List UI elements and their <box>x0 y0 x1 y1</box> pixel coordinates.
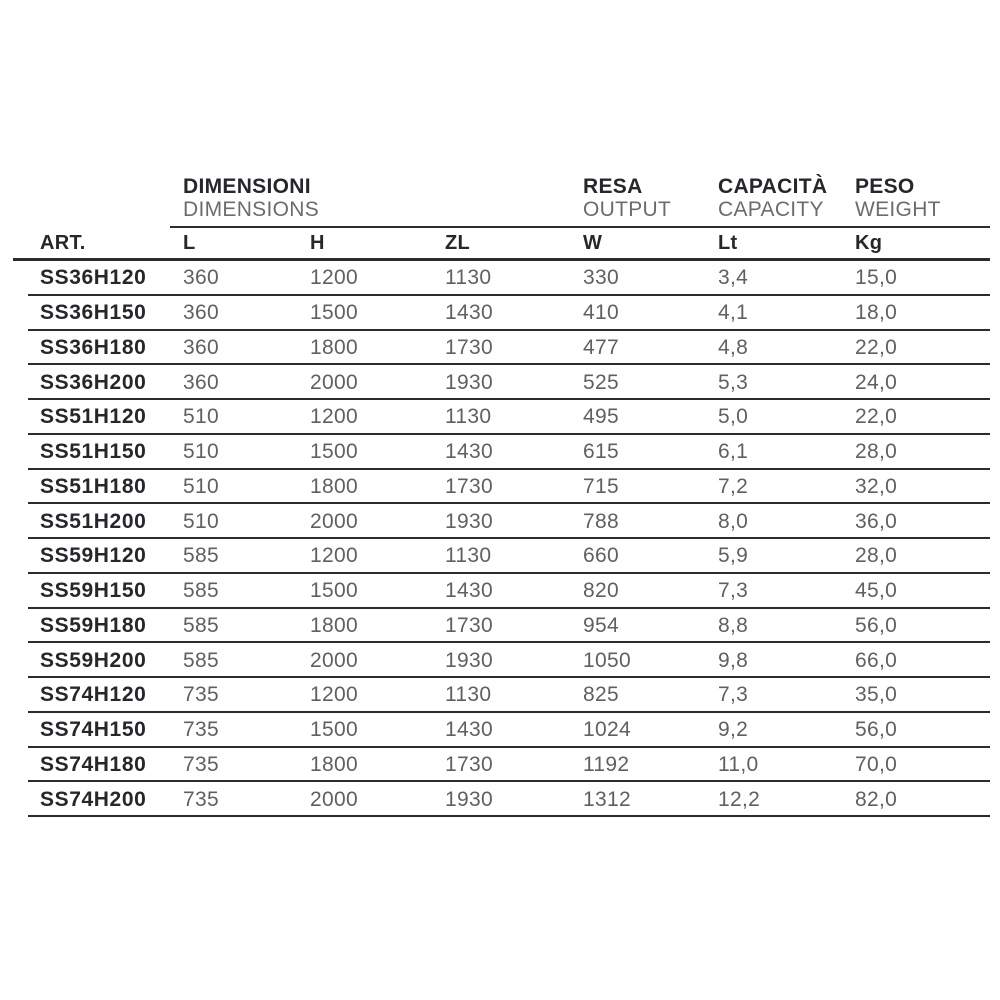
value-l: 510 <box>183 440 219 464</box>
value-w: 330 <box>583 266 619 290</box>
group-weight-en: WEIGHT <box>855 198 941 221</box>
value-zl: 1430 <box>445 440 493 464</box>
value-kg: 18,0 <box>855 301 898 325</box>
value-lt: 11,0 <box>718 752 759 776</box>
column-header-h: H <box>310 231 325 254</box>
table-row <box>13 400 990 435</box>
table-row <box>13 331 990 366</box>
art-code: SS36H200 <box>40 370 147 394</box>
group-output-en: OUTPUT <box>583 198 672 221</box>
table-row <box>13 713 990 748</box>
group-header-spacer <box>13 170 170 228</box>
art-code: SS59H120 <box>40 544 147 568</box>
art-code: SS36H180 <box>40 335 147 359</box>
art-code: SS74H180 <box>40 752 147 776</box>
value-lt: 4,1 <box>718 301 749 325</box>
value-kg: 56,0 <box>855 718 898 742</box>
value-w: 615 <box>583 440 619 464</box>
art-code: SS51H150 <box>40 440 147 464</box>
value-h: 1800 <box>310 474 358 498</box>
value-zl: 1930 <box>445 509 493 533</box>
value-lt: 4,8 <box>718 335 749 359</box>
value-kg: 15,0 <box>855 266 898 290</box>
group-capacity-it: CAPACITÀ <box>718 175 828 198</box>
group-dimensions <box>170 170 570 226</box>
table-row <box>13 504 990 539</box>
table-row <box>13 365 990 400</box>
value-zl: 1730 <box>445 752 493 776</box>
table-row <box>13 748 990 783</box>
value-zl: 1130 <box>445 405 492 429</box>
column-header-zl: ZL <box>445 231 471 254</box>
art-code: SS51H120 <box>40 405 147 429</box>
value-h: 1200 <box>310 405 358 429</box>
value-lt: 7,3 <box>718 579 749 603</box>
table-row <box>13 435 990 470</box>
value-l: 510 <box>183 405 219 429</box>
value-w: 715 <box>583 474 619 498</box>
column-header-row <box>13 228 990 261</box>
value-w: 495 <box>583 405 619 429</box>
value-kg: 70,0 <box>855 752 898 776</box>
value-h: 1500 <box>310 579 358 603</box>
value-kg: 24,0 <box>855 370 898 394</box>
value-zl: 1130 <box>445 266 492 290</box>
value-lt: 3,4 <box>718 266 749 290</box>
value-w: 1192 <box>583 752 630 776</box>
value-l: 735 <box>183 718 219 742</box>
value-h: 1200 <box>310 266 358 290</box>
group-dimensions-it: DIMENSIONI <box>183 175 311 198</box>
value-kg: 45,0 <box>855 579 898 603</box>
value-kg: 35,0 <box>855 683 898 707</box>
value-zl: 1430 <box>445 579 493 603</box>
value-lt: 7,2 <box>718 474 749 498</box>
value-w: 820 <box>583 579 619 603</box>
art-code: SS59H150 <box>40 579 147 603</box>
column-header-kg: Kg <box>855 231 883 254</box>
value-w: 788 <box>583 509 619 533</box>
column-header-l: L <box>183 231 196 254</box>
value-l: 735 <box>183 752 219 776</box>
value-w: 954 <box>583 613 619 637</box>
table-row <box>13 574 990 609</box>
value-l: 510 <box>183 474 219 498</box>
value-h: 1800 <box>310 613 358 637</box>
art-code: SS59H180 <box>40 613 147 637</box>
art-code: SS51H200 <box>40 509 147 533</box>
art-code: SS51H180 <box>40 474 147 498</box>
group-weight <box>842 170 990 226</box>
art-code: SS59H200 <box>40 648 147 672</box>
value-h: 2000 <box>310 509 358 533</box>
value-l: 585 <box>183 613 219 637</box>
table-row <box>13 261 990 296</box>
group-capacity <box>705 170 842 226</box>
value-w: 1050 <box>583 648 631 672</box>
value-zl: 1430 <box>445 301 493 325</box>
value-l: 735 <box>183 787 219 811</box>
value-zl: 1730 <box>445 474 493 498</box>
table-row <box>13 782 990 817</box>
table-row <box>13 678 990 713</box>
column-header-art: ART. <box>40 231 86 254</box>
value-lt: 9,8 <box>718 648 749 672</box>
table-body <box>13 261 990 817</box>
value-h: 2000 <box>310 370 358 394</box>
value-h: 1500 <box>310 440 358 464</box>
value-h: 2000 <box>310 787 358 811</box>
column-header-lt: Lt <box>718 231 738 254</box>
value-kg: 22,0 <box>855 335 898 359</box>
column-header-w: W <box>583 231 603 254</box>
table-row <box>13 470 990 505</box>
value-kg: 56,0 <box>855 613 898 637</box>
value-w: 477 <box>583 335 619 359</box>
table-row <box>13 609 990 644</box>
value-l: 735 <box>183 683 219 707</box>
value-w: 410 <box>583 301 619 325</box>
group-output <box>570 170 705 226</box>
value-lt: 9,2 <box>718 718 749 742</box>
value-w: 1312 <box>583 787 631 811</box>
art-code: SS74H150 <box>40 718 147 742</box>
value-zl: 1130 <box>445 544 492 568</box>
value-kg: 28,0 <box>855 440 898 464</box>
value-w: 825 <box>583 683 619 707</box>
group-capacity-en: CAPACITY <box>718 198 824 221</box>
table-row <box>13 296 990 331</box>
value-h: 1200 <box>310 544 358 568</box>
product-spec-table <box>13 170 990 817</box>
art-code: SS74H200 <box>40 787 147 811</box>
value-lt: 5,9 <box>718 544 749 568</box>
value-lt: 5,3 <box>718 370 749 394</box>
value-l: 510 <box>183 509 219 533</box>
value-zl: 1430 <box>445 718 493 742</box>
value-zl: 1730 <box>445 613 493 637</box>
value-lt: 7,3 <box>718 683 749 707</box>
table-row <box>13 539 990 574</box>
value-h: 1800 <box>310 335 358 359</box>
value-zl: 1930 <box>445 787 493 811</box>
value-lt: 6,1 <box>718 440 749 464</box>
value-h: 1500 <box>310 301 358 325</box>
value-zl: 1730 <box>445 335 493 359</box>
value-l: 360 <box>183 301 219 325</box>
value-lt: 5,0 <box>718 405 749 429</box>
value-l: 585 <box>183 579 219 603</box>
value-l: 360 <box>183 335 219 359</box>
value-w: 525 <box>583 370 619 394</box>
value-zl: 1130 <box>445 683 492 707</box>
art-code: SS74H120 <box>40 683 147 707</box>
value-kg: 36,0 <box>855 509 898 533</box>
value-kg: 82,0 <box>855 787 898 811</box>
group-header-row <box>13 170 990 228</box>
value-lt: 8,8 <box>718 613 749 637</box>
value-lt: 12,2 <box>718 787 761 811</box>
group-weight-it: PESO <box>855 175 915 198</box>
value-zl: 1930 <box>445 648 493 672</box>
value-zl: 1930 <box>445 370 493 394</box>
art-code: SS36H150 <box>40 301 147 325</box>
value-kg: 32,0 <box>855 474 898 498</box>
value-l: 360 <box>183 370 219 394</box>
value-h: 1800 <box>310 752 358 776</box>
value-w: 1024 <box>583 718 631 742</box>
table-row <box>13 643 990 678</box>
value-h: 2000 <box>310 648 358 672</box>
value-kg: 66,0 <box>855 648 898 672</box>
group-header-cells <box>170 170 990 228</box>
value-l: 585 <box>183 648 219 672</box>
art-code: SS36H120 <box>40 266 147 290</box>
value-lt: 8,0 <box>718 509 749 533</box>
value-kg: 28,0 <box>855 544 898 568</box>
value-h: 1200 <box>310 683 358 707</box>
value-w: 660 <box>583 544 619 568</box>
group-dimensions-en: DIMENSIONS <box>183 198 320 221</box>
group-output-it: RESA <box>583 175 643 198</box>
value-kg: 22,0 <box>855 405 898 429</box>
value-l: 585 <box>183 544 219 568</box>
value-h: 1500 <box>310 718 358 742</box>
value-l: 360 <box>183 266 219 290</box>
